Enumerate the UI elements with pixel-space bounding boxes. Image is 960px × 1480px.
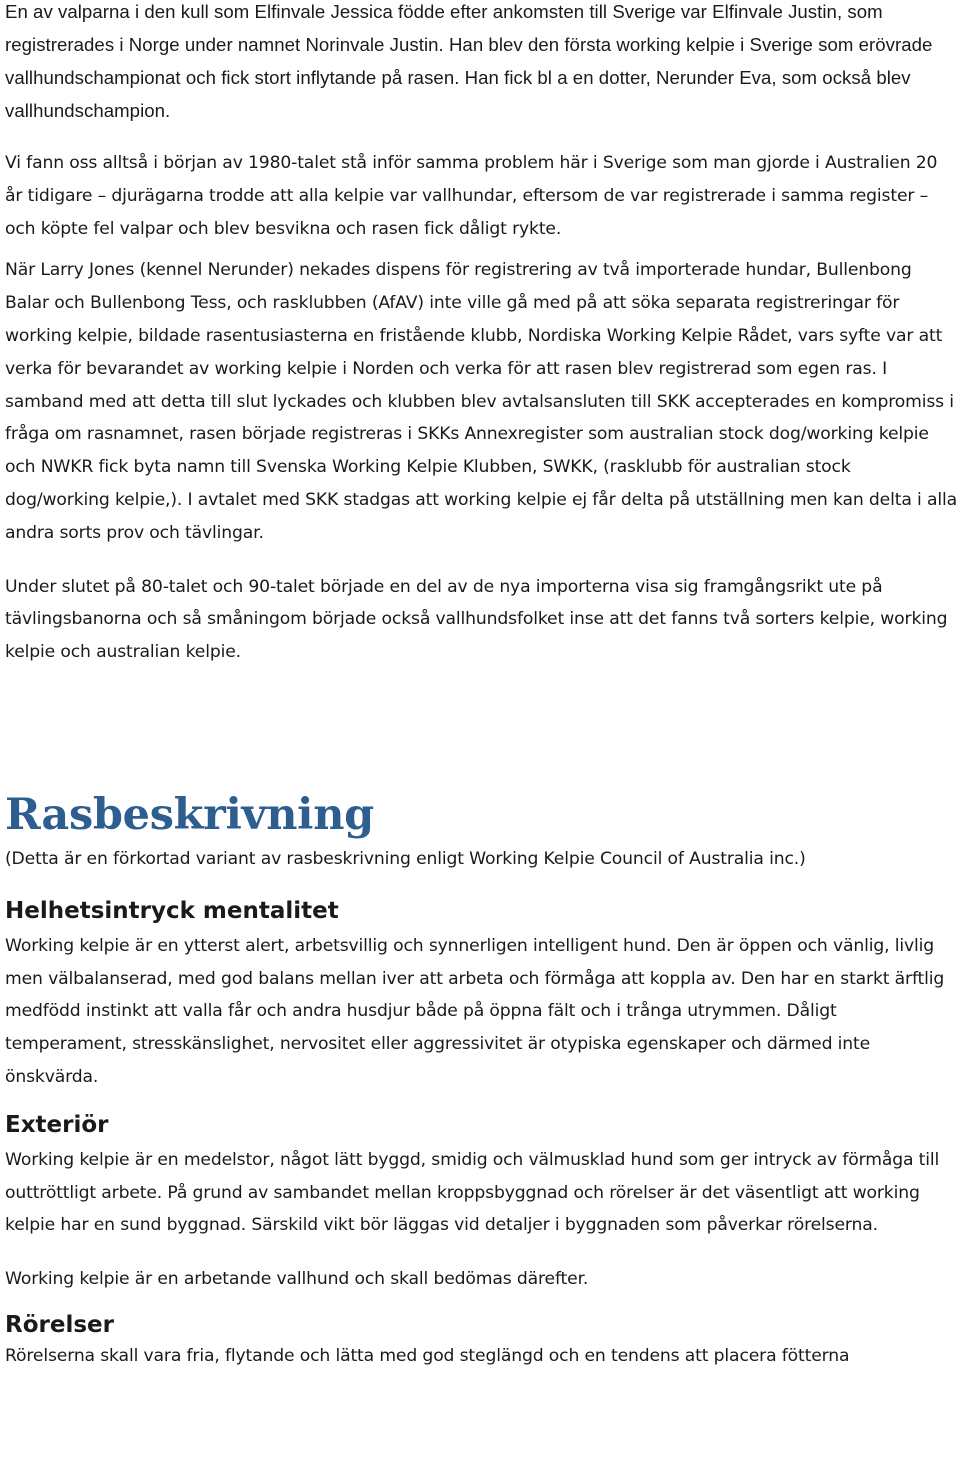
helhetsintryck-paragraph: Working kelpie är en ytterst alert, arbetsvillig och synnerligen intelligent hund. Den är öppen och vänlig, livlig men välbalanserad, med god balans mellan iver att arbeta och förmåga att koppla av. Den har en starkt ärftlig medfödd instinkt att valla får och andra husdjur både på öppna fält och i trånga utrymmen. Dåligt temperament, stresskänslighet, nervositet eller aggressivitet är otypiska egenskaper och därmed inte önskvärda. [5, 935, 945, 1087]
rorelser-paragraph: Rörelserna skall vara fria, flytande och lätta med god steglängd och en tendens att placera fötterna [5, 1345, 850, 1366]
heading-helhetsintryck: Helhetsintryck mentalitet [5, 897, 339, 924]
history-paragraph-3: Under slutet på 80-talet och 90-talet började en del av de nya importerna visa sig framgångsrikt ute på tävlingsbanorna och så småningom började också vallhundsfolket inse att det fanns två sorters kelpie, working kelpie och australian kelpie. [5, 576, 948, 663]
history-paragraph-2: När Larry Jones (kennel Nerunder) nekades dispens för registrering av två importerade hundar, Bullenbong Balar och Bullenbong Tess, och rasklubben (AfAV) inte ville gå med på att söka separata registreringar för working kelpie, bildade rasentusiasterna en fristående klubb, Nordiska Working Kelpie Rådet, vars syfte var att verka för bevarandet av working kelpie i Norden och verka för att rasen blev registrerad som egen ras. I samband med att detta till slut lyckades och klubben blev avtalsansluten till SKK accepterades en kompromiss i fråga om rasnamnet, rasen började registreras i SKKs Annexregister som australian stock dog/working kelpie och NWKR fick byta namn till Svenska Working Kelpie Klubben, SWKK, (rasklubb för australian stock dog/working kelpie,). I avtalet med SKK stadgas att working kelpie ej får delta på utställning men kan delta i alla andra sorts prov och tävlingar. [5, 260, 957, 543]
section-title: Rasbeskrivning [5, 789, 374, 840]
heading-exterior: Exteriör [5, 1111, 109, 1138]
exterior-paragraph-1: Working kelpie är en medelstor, något lätt byggd, smidig och välmusklad hund som ger intryck av förmåga till outtröttligt arbete. På grund av sambandet mellan kroppsbyggnad och rörelser är det väsentligt att working kelpie har en sund byggnad. Särskild vikt bör läggas vid detaljer i byggnaden som påverkar rörelserna. [5, 1149, 940, 1236]
exterior-paragraph-2: Working kelpie är en arbetande vallhund och skall bedömas därefter. [5, 1269, 589, 1290]
history-paragraph-1: Vi fann oss alltså i början av 1980-talet stå inför samma problem här i Sverige som man gjorde i Australien 20 år tidigare – djurägarna trodde att alla kelpie var vallhundar, eftersom de var registrerade i samma register – och köpte fel valpar och blev besvikna och rasen fick dåligt rykte. [5, 153, 938, 239]
heading-rorelser: Rörelser [5, 1311, 114, 1338]
intro-paragraph: En av valparna i den kull som Elfinvale Jessica födde efter ankomsten till Sverige var Elfinvale Justin, som registrerades i Norge under namnet Norinvale Justin. Han blev den första working kelpie i Sverige som erövrade vallhundschampionat och fick stort inflytande på rasen. Han fick bl a en dotter, Nerunder Eva, som också blev vallhundschampion. [5, 1, 933, 121]
source-note: (Detta är en förkortad variant av rasbeskrivning enligt Working Kelpie Council of Australia inc.) [5, 848, 806, 869]
document-page [5, 0, 957, 1373]
